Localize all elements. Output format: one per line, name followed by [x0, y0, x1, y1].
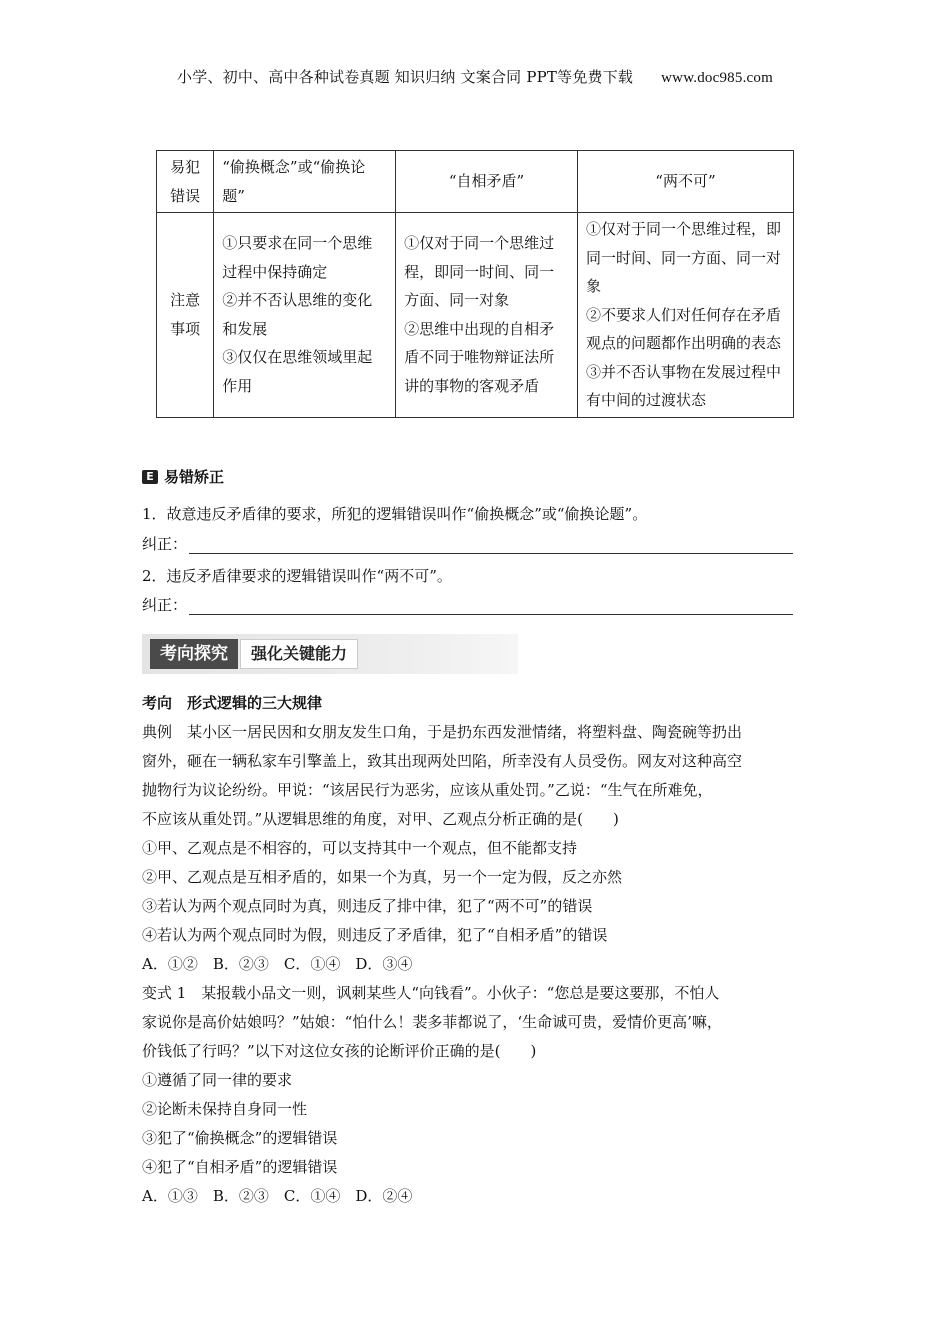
- table-row: [157, 151, 794, 213]
- correction-item-1: 1．故意违反矛盾律的要求，所犯的逻辑错误叫作“偷换概念”或“偷换论题”。: [142, 505, 648, 523]
- note-item: ①仅对于同一个思维过程，即同一时间、同一方面、同一对象: [404, 234, 555, 310]
- table-row: [157, 213, 794, 418]
- note-item: ①只要求在同一个思维过程中保持确定: [222, 234, 373, 281]
- error-correction-heading: [142, 466, 224, 487]
- variant-option: ②论断未保持自身同一性: [142, 1100, 308, 1118]
- example-option: ③若认为两个观点同时为真，则违反了排中律，犯了“两不可”的错误: [142, 897, 593, 915]
- page-header: [0, 66, 950, 87]
- cell-concept: “偷换概念”或“偷换论题”: [214, 151, 396, 213]
- header-text: 小学、初中、高中各种试卷真题 知识归纳 文案合同 PPT等免费下载: [177, 68, 634, 86]
- row-head-notes: 注意事项: [157, 213, 214, 418]
- topic-label: 考向: [142, 694, 173, 712]
- variant-line: 变式 1 某报载小品文一则，讽刺某些人“向钱看”。小伙子：“您总是要这要那，不怕人: [142, 984, 720, 1002]
- example-line: 窗外，砸在一辆私家车引擎盖上，致其出现两处凹陷，所幸没有人员受伤。网友对这种高空: [142, 752, 743, 770]
- variant-question: [142, 979, 822, 1211]
- topic-title: 形式逻辑的三大规律: [187, 694, 323, 712]
- example-option: ②甲、乙观点是互相矛盾的，如果一个为真，另一个一定为假，反之亦然: [142, 868, 623, 886]
- banner-light-label: 强化关键能力: [240, 639, 358, 669]
- answer-blank[interactable]: [189, 539, 793, 554]
- variant-option: ④犯了“自相矛盾”的逻辑错误: [142, 1158, 338, 1176]
- correction-answer-2: [142, 594, 793, 615]
- note-item: ②并不否认思维的变化和发展: [222, 291, 373, 338]
- example-option: ①甲、乙观点是不相容的，可以支持其中一个观点，但不能都支持: [142, 839, 578, 857]
- cell-notes-identity: [214, 213, 396, 418]
- variant-line: 价钱低了行吗？”以下对这位女孩的论断评价正确的是( ): [142, 1042, 537, 1060]
- correction-answer-1: [142, 533, 793, 554]
- variant-option: ①遵循了同一律的要求: [142, 1071, 293, 1089]
- example-answers: A．①② B．②③ C．①④ D．③④: [142, 955, 413, 973]
- row-head-errors: 易犯错误: [157, 151, 214, 213]
- error-correction-title: 易错矫正: [164, 468, 225, 486]
- cell-notes-contradiction: [396, 213, 578, 418]
- note-item: ②不要求人们对任何存在矛盾观点的问题都作出明确的表态: [585, 305, 781, 352]
- example-option: ④若认为两个观点同时为假，则违反了矛盾律，犯了“自相矛盾”的错误: [142, 926, 608, 944]
- cell-contradiction: “自相矛盾”: [396, 151, 578, 213]
- summary-table: [156, 150, 794, 418]
- variant-line: 家说你是高价姑娘吗？”姑娘：“怕什么！裴多菲都说了，‘生命诚可贵，爱情价更高’嘛，: [142, 1013, 722, 1031]
- note-item: ②思维中出现的自相矛盾不同于唯物辩证法所讲的事物的客观矛盾: [404, 319, 555, 395]
- header-url[interactable]: www.doc985.com: [661, 70, 773, 86]
- note-item: ①仅对于同一个思维过程，即同一时间、同一方面、同一对象: [585, 220, 781, 295]
- section-banner: [142, 634, 518, 674]
- answer-blank[interactable]: [189, 600, 793, 615]
- banner-dark-label: 考向探究: [150, 639, 238, 669]
- variant-answers: A．①③ B．②③ C．①④ D．②④: [142, 1187, 413, 1205]
- cell-notes-excluded-middle: [577, 213, 793, 418]
- variant-option: ③犯了“偷换概念”的逻辑错误: [142, 1129, 338, 1147]
- correct-label: 纠正：: [142, 596, 188, 614]
- example-line: 抛物行为议论纷纷。甲说：“该居民行为恶劣，应该从重处罚。”乙说：“生气在所难免，: [142, 781, 713, 799]
- note-item: ③仅仅在思维领域里起作用: [222, 348, 373, 395]
- note-item: ③并不否认事物在发展过程中有中间的过渡状态: [585, 362, 781, 409]
- cell-neither: “两不可”: [577, 151, 793, 213]
- example-line: 典例 某小区一居民因和女朋友发生口角，于是扔东西发泄情绪，将塑料盘、陶瓷碗等扔出: [142, 723, 743, 741]
- example-question: [142, 718, 822, 979]
- correct-label: 纠正：: [142, 535, 188, 553]
- topic-heading: [142, 692, 322, 713]
- section-flag-icon: [142, 470, 158, 484]
- correction-item-2: 2．违反矛盾律要求的逻辑错误叫作“两不可”。: [142, 567, 452, 585]
- example-line: 不应该从重处罚。”从逻辑思维的角度，对甲、乙观点分析正确的是( ): [142, 810, 619, 828]
